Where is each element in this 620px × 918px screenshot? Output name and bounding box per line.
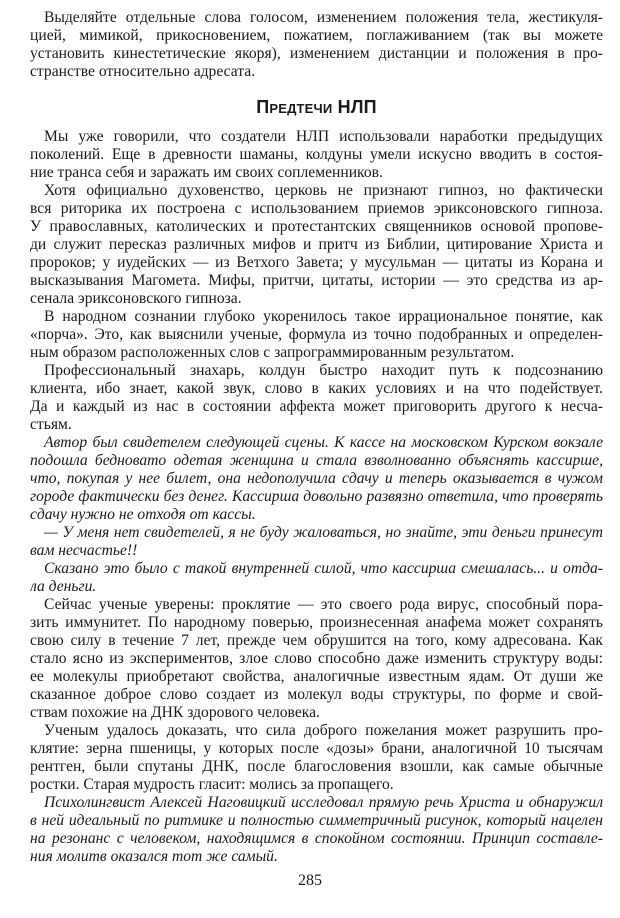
text-line: — У меня нет свидетелей, я не буду жаловаться, но знайте, эти деньги принесут	[44, 524, 603, 541]
text-line: Профессиональный знахарь, колдун быстро находит путь к подсознанию	[44, 362, 603, 379]
text-line: установить кинестетические якоря), изменением дистанции и положения в про-	[30, 45, 603, 62]
text-line: клиента, ибо знает, какой звук, слово в каких условиях и на что подействует.	[30, 380, 603, 397]
text-line: поколений. Еще в древности шаманы, колдуны умели искусно вводить в состоя-	[30, 146, 603, 163]
text-line: зить иммунитет. По народному поверью, произнесенная анафема может сохранять	[30, 614, 603, 631]
book-page-body	[30, 9, 603, 866]
text-line: сказанное доброе слово создает из молекул воды структуры, по форме и свой-	[30, 686, 603, 703]
text-line: Психолингвист Алексей Наговицкий исследовал прямую речь Христа и обнаружил	[44, 794, 603, 811]
italic-paragraph	[30, 524, 603, 560]
text-line: ствам похожие на ДНК здорового человека.	[30, 704, 320, 721]
text-line: Сказано это было с такой внутренней силой, что кассирша смешалась... и отда-	[44, 560, 603, 577]
text-line: в ней идеальный по ритмике и полностью симметричный рисунок, который нацелен	[30, 812, 603, 829]
text-line: ным образом расположенных слов с запрограммированным результатом.	[30, 344, 515, 361]
text-line: «порча». Это, как выяснили ученые, формула из точно подобранных и определен-	[30, 326, 603, 343]
paragraph	[30, 722, 603, 794]
text-line: ния молитв оказался тот же самый.	[30, 848, 278, 865]
text-line: Мы уже говорили, что создатели НЛП использовали наработки предыдущих	[44, 128, 603, 145]
section-heading: Предтечи НЛП	[256, 97, 377, 117]
text-line: на резонанс с человеком, находящимся в спокойном состоянии. Принцип составле-	[30, 830, 603, 847]
text-line: городе фактически без денег. Кассирша довольно развязно ответила, что проверять	[30, 488, 603, 505]
text-line: клятие: зерна пшеницы, у которых после «дозы» брани, аналогичной 10 тысячам	[30, 740, 603, 757]
text-line: ростки. Старая мудрость гласит: молись за пропащего.	[30, 776, 394, 793]
section-body	[30, 128, 603, 866]
intro-paragraph	[30, 9, 603, 81]
page-number: 285	[298, 872, 322, 889]
text-line: Хотя официально духовенство, церковь не признают гипноз, но фактически	[44, 182, 603, 199]
italic-paragraph	[30, 794, 603, 866]
text-line: Выделяйте отдельные слова голосом, изменением положения тела, жестикуля-	[44, 9, 603, 26]
italic-paragraph	[30, 434, 603, 524]
text-line: подошла бедновато одетая женщина и стала взволнованно объяснять кассирше,	[30, 452, 603, 469]
text-line: ее молекулы приобретают свойства, аналогичные известным ядам. От души же	[30, 668, 603, 685]
text-line: стало ясно из экспериментов, злое слово способно даже изменить структуру воды:	[30, 650, 603, 667]
text-line: Сейчас ученые уверены: проклятие — это своего рода вирус, способный пора-	[44, 596, 603, 613]
text-line: цией, мимикой, прикосновением, пожатием, поглаживанием (так вы можете	[30, 27, 603, 44]
italic-paragraph	[30, 560, 603, 596]
text-line: Да и каждый из нас в состоянии аффекта может приговорить другого к несча-	[30, 398, 603, 415]
text-line: высказывания Магомета. Мифы, притчи, цитаты, истории — это средства из ар-	[30, 272, 603, 289]
paragraph	[30, 308, 603, 362]
text-line: В народном сознании глубоко укоренилось такое иррациональное понятие, как	[44, 308, 603, 325]
text-line: Ученым удалось доказать, что сила доброго пожелания может разрушить про-	[44, 722, 603, 739]
text-line: стьям.	[30, 416, 72, 433]
paragraph	[30, 182, 603, 308]
text-line: сенала эриксоновского гипноза.	[30, 290, 242, 307]
text-line: ние транса себя и заражать им своих соплеменников.	[30, 164, 383, 181]
text-line: вся риторика их построена с использованием приемов эриксоновского гипноза.	[30, 200, 603, 217]
text-line: пророков; у иудейских — из Ветхого Завета; у мусульман — цитаты из Корана и	[30, 254, 603, 271]
text-line: ди служит пересказ различных мифов и притч из Библии, цитирование Христа и	[30, 236, 603, 253]
text-line: У православных, католических и протестантских священников основой пропове-	[30, 218, 603, 235]
text-line: свою силу в течение 7 лет, прежде чем обрушится на того, кому адресована. Как	[30, 632, 603, 649]
text-line: что, покупая у нее билет, она недополучила сдачу и теперь оказывается в чужом	[30, 470, 603, 487]
paragraph	[30, 596, 603, 722]
text-line: сдачу нужно не отходя от кассы.	[30, 506, 256, 523]
text-line: рентген, были спутаны ДНК, после благословения взошли, как самые обычные	[30, 758, 603, 775]
text-line: вам несчастье!!	[30, 542, 138, 559]
paragraph	[30, 128, 603, 182]
text-line: Автор был свидетелем следующей сцены. К кассе на московском Курском вокзале	[44, 434, 603, 451]
text-line: ла деньги.	[30, 578, 97, 595]
paragraph	[30, 362, 603, 434]
text-line: странстве относительно адресата.	[30, 63, 256, 80]
